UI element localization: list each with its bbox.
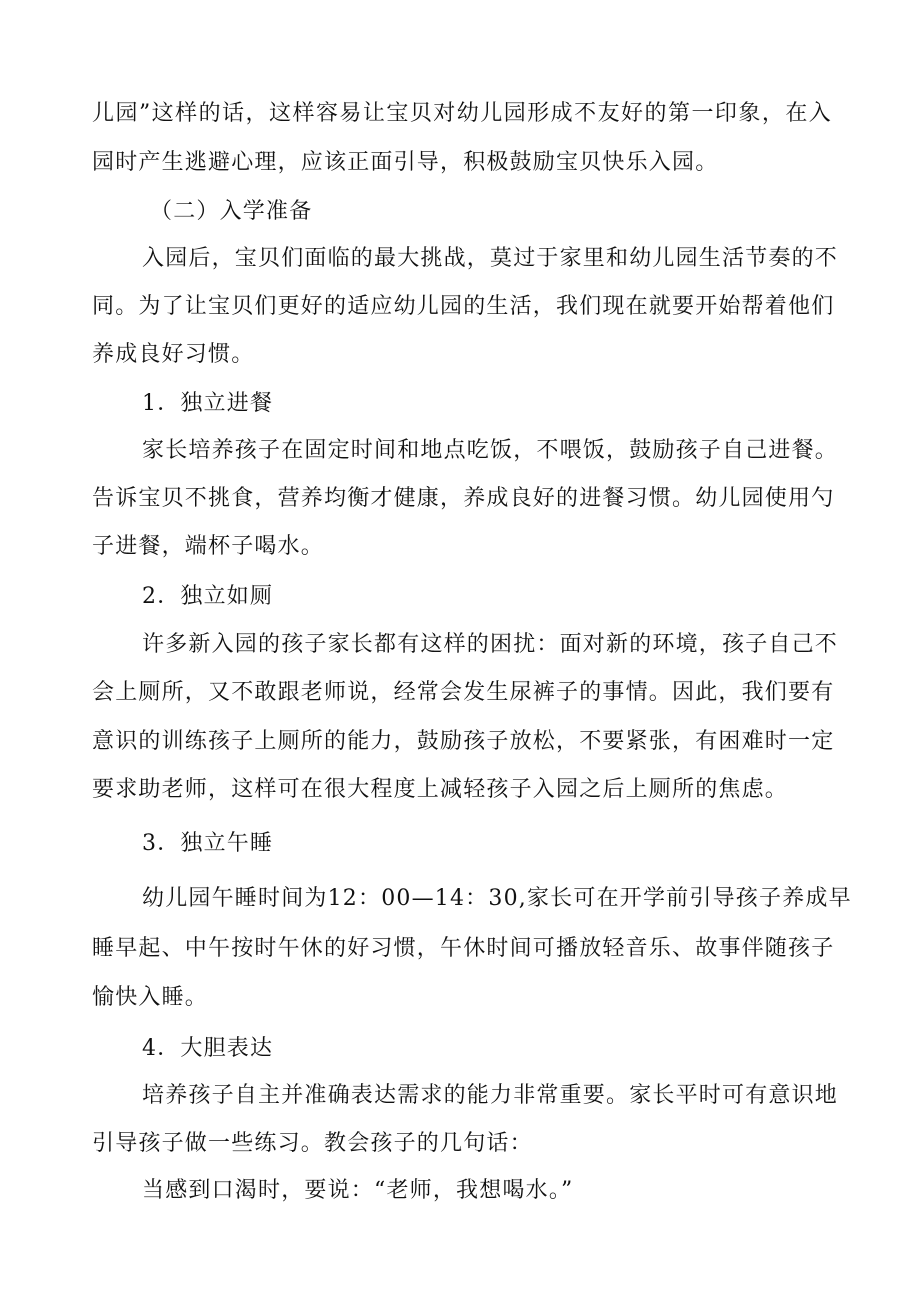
item-paragraph-line: 告诉宝贝不挑食，营养均衡才健康，养成良好的进餐习惯。幼儿园使用勺: [92, 486, 835, 511]
item-paragraph-line: 要求助老师，这样可在很大程度上减轻孩子入园之后上厕所的焦虑。: [92, 777, 789, 802]
item-paragraph-line: 幼儿园午睡时间为12：00—14：30,家长可在开学前引导孩子养成早: [142, 886, 852, 911]
item-paragraph-line: 许多新入园的孩子家长都有这样的困扰：面对新的环境，孩子自己不: [142, 632, 839, 657]
item-paragraph-line: 培养孩子自主并准确表达需求的能力非常重要。家长平时可有意识地: [142, 1083, 839, 1108]
item-paragraph-line: 子进餐，端杯子喝水。: [92, 534, 325, 559]
item-paragraph-line: 引导孩子做一些练习。教会孩子的几句话：: [92, 1131, 533, 1156]
item-paragraph-line: 会上厕所，又不敢跟老师说，经常会发生尿裤子的事情。因此，我们要有: [92, 680, 835, 705]
section-intro-line: 养成良好习惯。: [92, 342, 255, 367]
intro-paragraph-line: 儿园”这样的话，这样容易让宝贝对幼儿园形成不友好的第一印象，在入: [92, 101, 832, 126]
intro-paragraph-line: 园时产生逃避心理，应该正面引导，积极鼓励宝贝快乐入园。: [92, 150, 719, 175]
item-heading-express: 4．大胆表达: [142, 1036, 274, 1061]
item-paragraph-line: 愉快入睡。: [92, 985, 209, 1010]
item-heading-nap: 3．独立午睡: [142, 831, 274, 856]
item-paragraph-line: 当感到口渴时，要说：“老师，我想喝水。”: [142, 1178, 574, 1203]
item-heading-toilet: 2．独立如厕: [142, 584, 274, 609]
section-intro-line: 同。为了让宝贝们更好的适应幼儿园的生活，我们现在就要开始帮着他们: [92, 294, 835, 319]
item-paragraph-line: 睡早起、中午按时午休的好习惯，午休时间可播放轻音乐、故事伴随孩子: [92, 936, 835, 961]
item-heading-eating: 1．独立进餐: [142, 391, 274, 416]
section-heading: （二）入学准备: [150, 199, 313, 224]
item-paragraph-line: 家长培养孩子在固定时间和地点吃饭，不喂饭，鼓励孩子自己进餐。: [142, 438, 839, 463]
section-intro-line: 入园后，宝贝们面临的最大挑战，莫过于家里和幼儿园生活节奏的不: [142, 246, 839, 271]
item-paragraph-line: 意识的训练孩子上厕所的能力，鼓励孩子放松，不要紧张，有困难时一定: [92, 729, 835, 754]
